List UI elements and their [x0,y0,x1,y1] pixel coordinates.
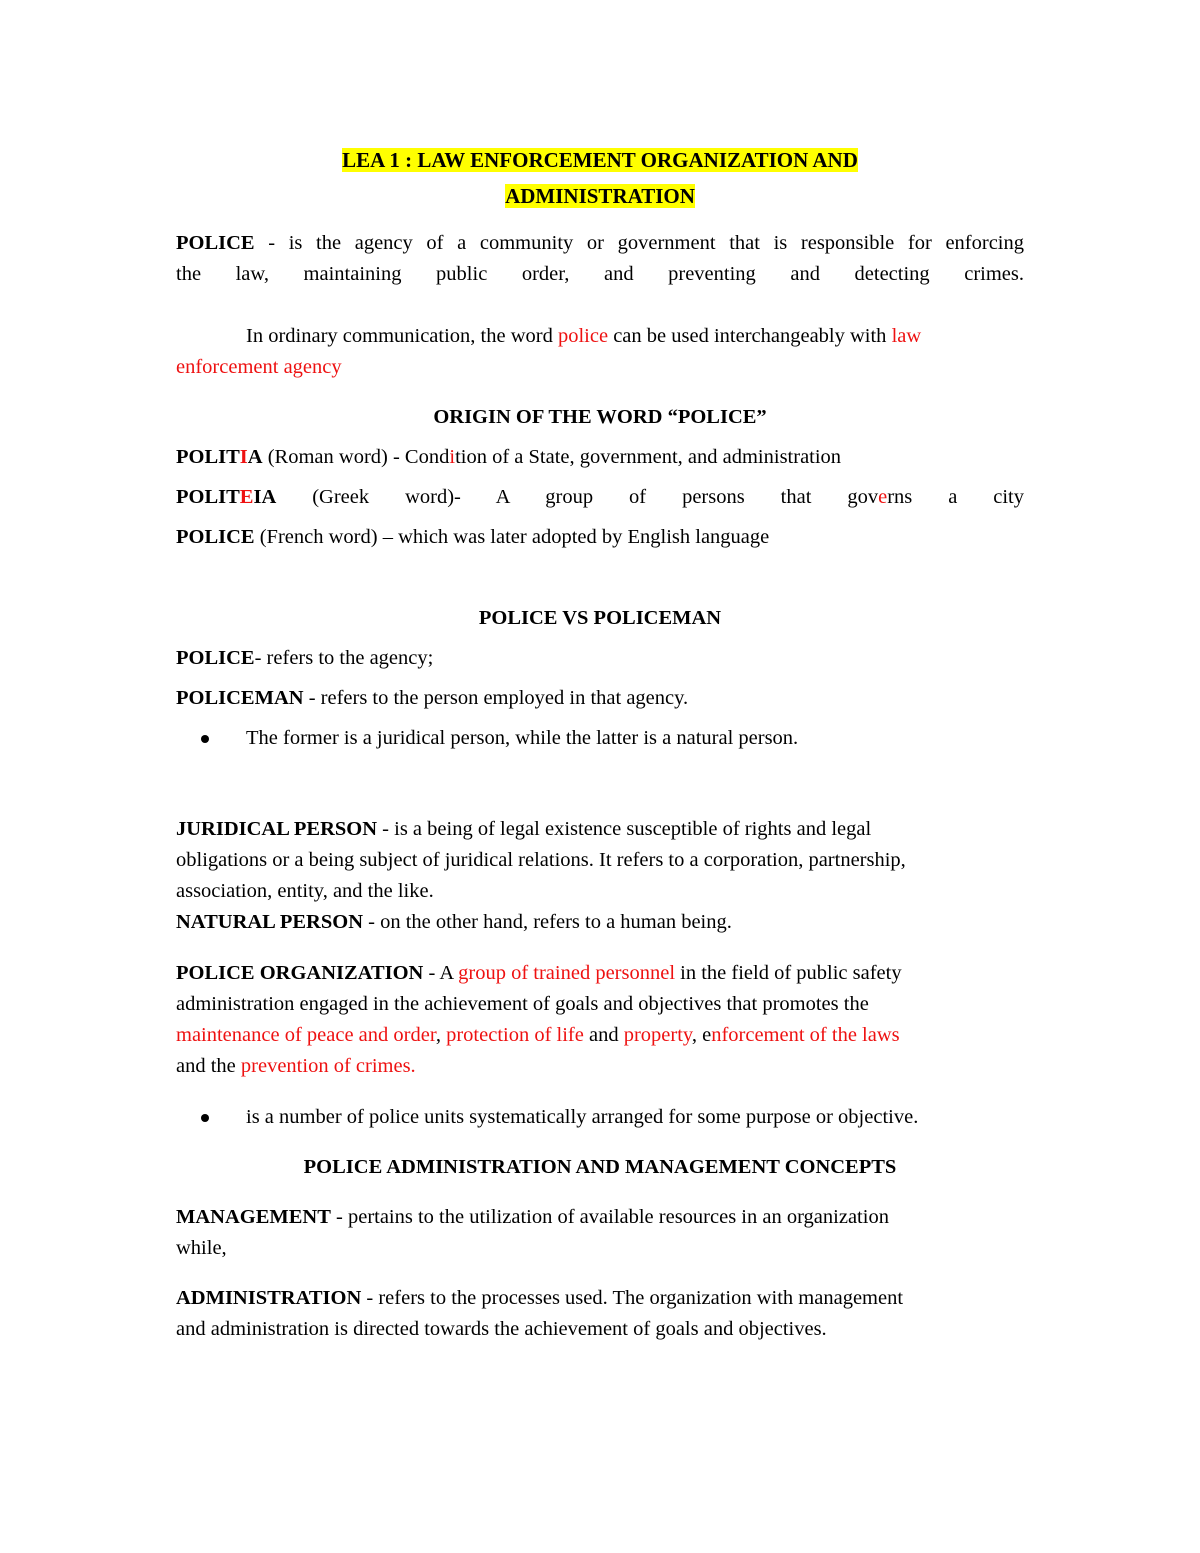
org-bullet-list [176,1102,1024,1133]
vs-bullet-list [176,723,1024,754]
title-line-1: LEA 1 : LAW ENFORCEMENT ORGANIZATION AND [342,148,858,172]
vs-policeman-line: POLICEMAN - refers to the person employed in that agency. [176,687,689,709]
highlight-law: law [891,325,922,347]
document-page [176,140,1024,1345]
document-title [176,142,1024,214]
politeia-line: POLITEIA (Greek word)- A group of persons that governs a city [176,486,1024,508]
police-definition-line-2: the law, maintaining public order, and preventing and detecting crimes. [176,263,1024,285]
police-definition-line-1: POLICE - is the agency of a community or government that is responsible for enforcing [176,232,1024,254]
ordinary-line-1: In ordinary communication, the word police can be used interchangeably with law [246,325,922,347]
police-definition [176,228,1024,290]
administration-paragraph: ADMINISTRATION - refers to the processes used. The organization with management and administration is directed towards the achievement of goals and objectives. [176,1287,904,1340]
police-french-line: POLICE (French word) – which was later adopted by English language [176,526,770,548]
ordinary-communication-paragraph [176,321,1024,383]
list-item: The former is a juridical person, while the latter is a natural person. [176,723,1024,754]
natural-person-line: NATURAL PERSON - on the other hand, refers to a human being. [176,911,732,933]
concepts-heading: POLICE ADMINISTRATION AND MANAGEMENT CONCEPTS [303,1156,897,1178]
title-line-2: ADMINISTRATION [505,184,695,208]
list-item: is a number of police units systematically arranged for some purpose or objective. [176,1102,1024,1133]
bullet-icon [201,1114,209,1122]
management-paragraph: MANAGEMENT - pertains to the utilization of available resources in an organization while, [176,1206,889,1259]
bullet-icon [201,735,209,743]
vs-heading: POLICE VS POLICEMAN [478,607,722,629]
police-term: POLICE [176,232,255,254]
vs-police-line: POLICE- refers to the agency; [176,647,434,669]
juridical-person-paragraph: JURIDICAL PERSON - is a being of legal existence susceptible of rights and legal obligations or a being subject of juridical relations. It refers to a corporation, partnership, association, entity, and the like. [176,818,906,902]
highlight-enforcement-agency: enforcement agency [176,356,342,378]
highlight-police: police [557,325,609,347]
politia-line: POLITIA (Roman word) - Condition of a State, government, and administration [176,446,842,468]
origin-heading: ORIGIN OF THE WORD “POLICE” [433,406,767,428]
police-organization-paragraph: POLICE ORGANIZATION - A group of trained personnel in the field of public safety administration engaged in the achievement of goals and objectives that promotes the maintenance of peace and order, protection of life and property, enforcement of the laws and the prevention of crimes. [176,962,902,1077]
